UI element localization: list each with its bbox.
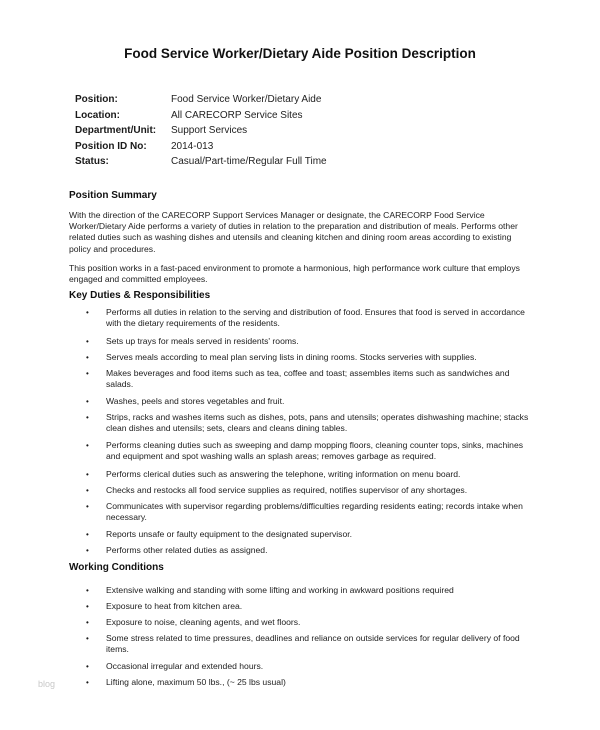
info-label: Department/Unit:	[75, 125, 157, 136]
list-item: Performs other related duties as assigned.	[106, 545, 268, 555]
info-value: 2014-013	[171, 140, 214, 152]
summary-paragraph: With the direction of the CARECORP Support Services Manager or designate, the CARECORP Food Service Worker/Dietary Aide performs a variety of duties in relation to the preparation and distribution of meals. Performs other related duties such as washing dishes and utensils and cleaning kitchen and dining room areas according to existing policy and procedures.	[69, 210, 518, 254]
list-item: Some stress related to time pressures, deadlines and reliance on outside services for regular delivery of food items.	[106, 633, 520, 655]
list-item: Exposure to noise, cleaning agents, and wet floors.	[106, 617, 301, 627]
list-item: Makes beverages and food items such as tea, coffee and toast; assembles items such as sandwiches and salads.	[106, 368, 510, 390]
list-item: Extensive walking and standing with some lifting and working in awkward positions required	[106, 585, 454, 595]
watermark: blog	[38, 679, 56, 689]
bullet: •	[86, 546, 89, 555]
document-title: Food Service Worker/Dietary Aide Position Description	[124, 46, 476, 61]
list-item: Exposure to heat from kitchen area.	[106, 601, 243, 611]
info-row-department	[75, 123, 327, 139]
bullet: •	[86, 678, 89, 687]
info-value: Food Service Worker/Dietary Aide	[171, 94, 322, 105]
list-item: Reports unsafe or faulty equipment to the designated supervisor.	[106, 529, 353, 539]
list-item: Serves meals according to meal plan serving lists in dining rooms. Stocks serveries with supplies.	[106, 352, 477, 362]
info-value: Casual/Part-time/Regular Full Time	[171, 156, 327, 167]
list-item: Sets up trays for meals served in residents' rooms.	[106, 336, 299, 346]
info-label: Location:	[75, 109, 120, 121]
bullet: •	[86, 662, 89, 671]
list-item: Performs all duties in relation to the serving and distribution of food. Ensures that food is served in accordance with the dietary requirements of the residents.	[106, 307, 525, 329]
info-label: Position:	[75, 94, 118, 105]
bullet: •	[86, 602, 89, 611]
bullet: •	[86, 308, 89, 317]
info-row-position-id	[75, 139, 327, 155]
bullet: •	[86, 586, 89, 595]
list-item: Washes, peels and stores vegetables and fruit.	[106, 396, 285, 406]
position-info-table	[75, 92, 327, 170]
info-row-location	[75, 108, 327, 124]
section-heading-conditions: Working Conditions	[69, 562, 164, 573]
info-value: Support Services	[171, 125, 248, 136]
list-item: Performs clerical duties such as answering the telephone, writing information on menu board.	[106, 469, 461, 479]
bullet: •	[86, 634, 89, 643]
info-row-status	[75, 154, 327, 170]
list-item: Checks and restocks all food service supplies as required, notifies supervisor of any shortages.	[106, 485, 468, 495]
list-item: Lifting alone, maximum 50 lbs., (~ 25 lbs usual)	[106, 677, 286, 687]
bullet: •	[86, 337, 89, 346]
bullet: •	[86, 502, 89, 511]
info-value: All CARECORP Service Sites	[171, 109, 303, 121]
bullet: •	[86, 618, 89, 627]
bullet: •	[86, 486, 89, 495]
info-label: Status:	[75, 156, 109, 167]
summary-paragraph: This position works in a fast-paced environment to promote a harmonious, high performance work culture that employs engaged and committed employees.	[69, 263, 520, 285]
bullet: •	[86, 397, 89, 406]
bullet: •	[86, 441, 89, 450]
section-heading-duties: Key Duties & Responsibilities	[69, 290, 211, 301]
bullet: •	[86, 530, 89, 539]
info-label: Position ID No:	[75, 140, 147, 152]
list-item: Performs cleaning duties such as sweeping and damp mopping floors, cleaning counter tops, sinks, machines and equipment and spot washing walls an splash areas; removes garbage as required.	[106, 440, 524, 462]
bullet: •	[86, 369, 89, 378]
list-item: Occasional irregular and extended hours.	[106, 661, 264, 671]
bullet: •	[86, 353, 89, 362]
bullet: •	[86, 470, 89, 479]
info-row-position	[75, 92, 327, 108]
list-item: Communicates with supervisor regarding problems/difficulties regarding residents eating; records intake when necessary.	[106, 501, 523, 523]
bullet: •	[86, 413, 89, 422]
list-item: Strips, racks and washes items such as dishes, pots, pans and utensils; operates dishwashing machine; stacks clean dishes and utensils; sets, clears and cleans dining tables.	[106, 412, 529, 434]
section-heading-summary: Position Summary	[69, 190, 157, 201]
